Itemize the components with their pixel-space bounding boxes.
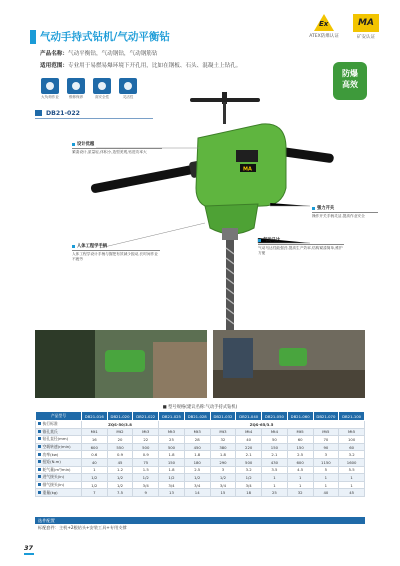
table-cell: 32 (287, 489, 313, 497)
table-cell: Mt5 (313, 428, 339, 436)
table-cell: 1/2 (81, 481, 107, 489)
table-cell: 25 (159, 436, 185, 444)
table-cell: 1 (339, 474, 365, 482)
callout-switch-text: 操作开关手柄灵活,提高作业安全 (312, 214, 365, 218)
callout-handle (72, 244, 160, 262)
table-cell: Mt3 (210, 428, 236, 436)
nameplate (236, 150, 258, 162)
usage-photo-right (213, 330, 365, 398)
table-row (36, 436, 365, 444)
table-cell: Mt5 (339, 428, 365, 436)
callout-design (72, 142, 162, 155)
chuck (222, 228, 238, 240)
table-cell: 3.2 (236, 466, 262, 474)
table-cell: Mt3 (184, 428, 210, 436)
table-cell: 14 (184, 489, 210, 497)
table-cell: 1 (313, 474, 339, 482)
table-row (36, 443, 365, 451)
table-cell: 45 (339, 489, 365, 497)
table-cell: 1/2 (81, 474, 107, 482)
table-cell: 15 (210, 489, 236, 497)
left-handle (90, 163, 202, 193)
table-cell: 1.8 (184, 451, 210, 459)
table-cell: 3.2 (339, 451, 365, 459)
table-cell: 3/4 (133, 481, 159, 489)
table-cell: 2.1 (262, 451, 288, 459)
page-number: 37 (24, 544, 34, 555)
table-cell: Mt4 (262, 428, 288, 436)
table-cell: 2.5 (287, 451, 313, 459)
table-cell: 50 (262, 436, 288, 444)
options-header: 选件配置 (35, 517, 365, 524)
table-cell: 60 (287, 436, 313, 444)
table-cell: 0.9 (133, 451, 159, 459)
row-label: 进气接头(in) (36, 474, 82, 482)
table-row (36, 489, 365, 497)
table-cell: 40 (313, 489, 339, 497)
table-cell: 550 (107, 443, 133, 451)
table-row (36, 451, 365, 459)
callout-handle-text: 人体工程学设计手柄与握把有效减少振动,长时间作业不疲劳 (72, 252, 158, 261)
product-name-label: 产品名称： (40, 51, 68, 57)
usage-line (40, 61, 241, 69)
table-cell: 290 (210, 458, 236, 466)
maintenance-icon: 维修保养 (66, 78, 86, 100)
ma-logo-icon: MA (353, 14, 379, 32)
row-label: 耗气量(m³/min) (36, 466, 82, 474)
table-cell: 32 (210, 436, 236, 444)
flexible-icon: 灵活性 (118, 78, 138, 100)
table-cell: 75 (133, 458, 159, 466)
table-cell: Mt2 (107, 428, 133, 436)
row-label: 扭矩(N.m) (36, 458, 82, 466)
row-label: 空载转速(r/min) (36, 443, 82, 451)
callout-design-text: 紧凑设计,质量轻,体积小,造型美观,钻进功率大 (72, 150, 147, 154)
table-cell: 1 (262, 481, 288, 489)
table-cell: 40 (236, 436, 262, 444)
table-cell: 1.8 (159, 451, 185, 459)
table-cell: 500 (133, 443, 159, 451)
table-cell: 1/2 (184, 474, 210, 482)
table-cell: 25 (262, 489, 288, 497)
table-cell: Mt3 (159, 428, 185, 436)
table-cell: 1 (313, 481, 339, 489)
table-cell: 1150 (313, 458, 339, 466)
table-cell: 9 (133, 489, 159, 497)
table-cell: 3 (313, 451, 339, 459)
callout-motor (258, 238, 344, 256)
explosion-proof-badge: 防爆 高效 (333, 62, 367, 100)
table-cell: 2.5 (184, 466, 210, 474)
usage-photo-left (35, 330, 207, 398)
table-row (36, 458, 365, 466)
title-accent-bar (30, 30, 36, 44)
table-cell: 5 (313, 466, 339, 474)
table-cell: 150 (262, 443, 288, 451)
table-cell: Mt5 (287, 428, 313, 436)
table-cell: 380 (210, 443, 236, 451)
table-cell: 150 (159, 458, 185, 466)
table-cell: 18 (236, 489, 262, 497)
table-header-row: 产品型号 DB21-016 DB21-020 DB21-022 DB21-025 DB21-028 DB21-032 DB21-040 DB21-050 DB21-060 DB21-070 DB21-100 (36, 412, 365, 421)
table-cell: 1.8 (210, 451, 236, 459)
table-row (36, 428, 365, 436)
table-cell: 2.1 (236, 451, 262, 459)
svg-text:MA: MA (243, 166, 252, 173)
table-cell: 3.5 (262, 466, 288, 474)
table-row-standard: 执行标准 ZQS-50/3.8 ZQS-65/3.5 (36, 421, 365, 429)
table-cell: 1.2 (107, 466, 133, 474)
table-cell: 3 (210, 466, 236, 474)
table-cell: 1/2 (133, 474, 159, 482)
table-cell: 45 (107, 458, 133, 466)
table-cell: 40 (81, 458, 107, 466)
table-cell: 1 (339, 481, 365, 489)
table-cell: 1.5 (133, 466, 159, 474)
table-cell: 1/2 (236, 474, 262, 482)
table-cell: 1/2 (159, 474, 185, 482)
table-cell: 16 (81, 436, 107, 444)
table-cell: 5.5 (339, 466, 365, 474)
header-label: 产品型号 (36, 412, 82, 421)
callout-handle-title: 人体工程学手柄 (72, 244, 160, 249)
table-cell: 180 (184, 458, 210, 466)
table-cell: 3/4 (210, 481, 236, 489)
high-safety-icon: 高安全性 (92, 78, 112, 100)
callout-switch (312, 206, 378, 219)
ma-cert (346, 14, 386, 40)
spec-table (35, 411, 365, 497)
table-row (36, 481, 365, 489)
table-cell: Mt4 (236, 428, 262, 436)
table-cell: 3/4 (236, 481, 262, 489)
table-cell: 500 (236, 458, 262, 466)
table-cell: 150 (287, 443, 313, 451)
product-name-value: 气动平衡钻，气动钢钻，气动钢筋钻 (67, 51, 158, 57)
product-name-line (40, 49, 158, 57)
table-cell: 600 (287, 458, 313, 466)
table-cell: Mt1 (81, 428, 107, 436)
callout-design-title: 设计优越 (72, 142, 162, 147)
usage-value: 专业用于易燃易爆环境下开孔用，比如在钢板、石头、混凝土上钻孔。 (67, 63, 242, 69)
table-cell: 20 (107, 436, 133, 444)
row-label: 钻孔直径(mm) (36, 436, 82, 444)
ma-cert-label: 矿安认证 (357, 35, 375, 40)
table-row (36, 466, 365, 474)
row-label: 锥孔莫氏 (36, 428, 82, 436)
t-handle-shaft (223, 102, 226, 124)
table-cell: 28 (184, 436, 210, 444)
table-cell: 450 (184, 443, 210, 451)
page-title: 气动手持式钻机/气动平衡钻 (40, 31, 170, 43)
usage-label: 适用范围： (40, 63, 68, 69)
table-cell: 7 (81, 489, 107, 497)
options-text: 标配套件：主机+2根钻头+安装工具+专用支撑 (38, 525, 127, 530)
callout-motor-title: 气动马达 (258, 238, 344, 243)
table-cell: 1600 (339, 458, 365, 466)
table-cell: 1/2 (210, 474, 236, 482)
atex-cert (304, 14, 344, 39)
table-cell: 7.5 (107, 489, 133, 497)
table-cell: 1 (287, 474, 313, 482)
callout-switch-title: 强力开关 (312, 206, 378, 211)
table-cell: 1 (262, 474, 288, 482)
table-cell: 3/4 (159, 481, 185, 489)
table-cell: 90 (313, 443, 339, 451)
table-cell: 60 (339, 443, 365, 451)
table-cell: 100 (339, 436, 365, 444)
atex-cert-label: ATEX防爆认证 (309, 34, 339, 39)
table-cell: 22 (133, 436, 159, 444)
table-cell: 430 (262, 458, 288, 466)
table-cell: 500 (159, 443, 185, 451)
table-cell: 600 (81, 443, 107, 451)
atex-warning-icon: Ex (314, 14, 334, 31)
table-cell: 1 (81, 466, 107, 474)
table-cell: 1.8 (159, 466, 185, 474)
table-cell: 4.5 (287, 466, 313, 474)
table-cell: 0.9 (107, 451, 133, 459)
table-cell: 1/2 (107, 474, 133, 482)
table-cell: 1 (287, 481, 313, 489)
table-cell: 70 (313, 436, 339, 444)
table-row (36, 474, 365, 482)
row-label: 功率(kw) (36, 451, 82, 459)
table-cell: 0.6 (81, 451, 107, 459)
table-cell: 1/2 (107, 481, 133, 489)
row-label: 排气接头(in) (36, 481, 82, 489)
callout-motor-text: 气动马达性能强劲,提高生产效率,结构紧凑简单,维护方便 (258, 246, 343, 255)
table-caption: ■ 型号规格(建议名称:气动手持式钻机) (162, 405, 238, 410)
table-cell: 3/4 (184, 481, 210, 489)
large-load-icon: 大负荷作业 (40, 78, 60, 100)
table-cell: 13 (159, 489, 185, 497)
table-cell: Mt3 (133, 428, 159, 436)
table-cell: 220 (236, 443, 262, 451)
row-label: 重量(kg) (36, 489, 82, 497)
model-tag: DB21-022 (35, 110, 153, 119)
